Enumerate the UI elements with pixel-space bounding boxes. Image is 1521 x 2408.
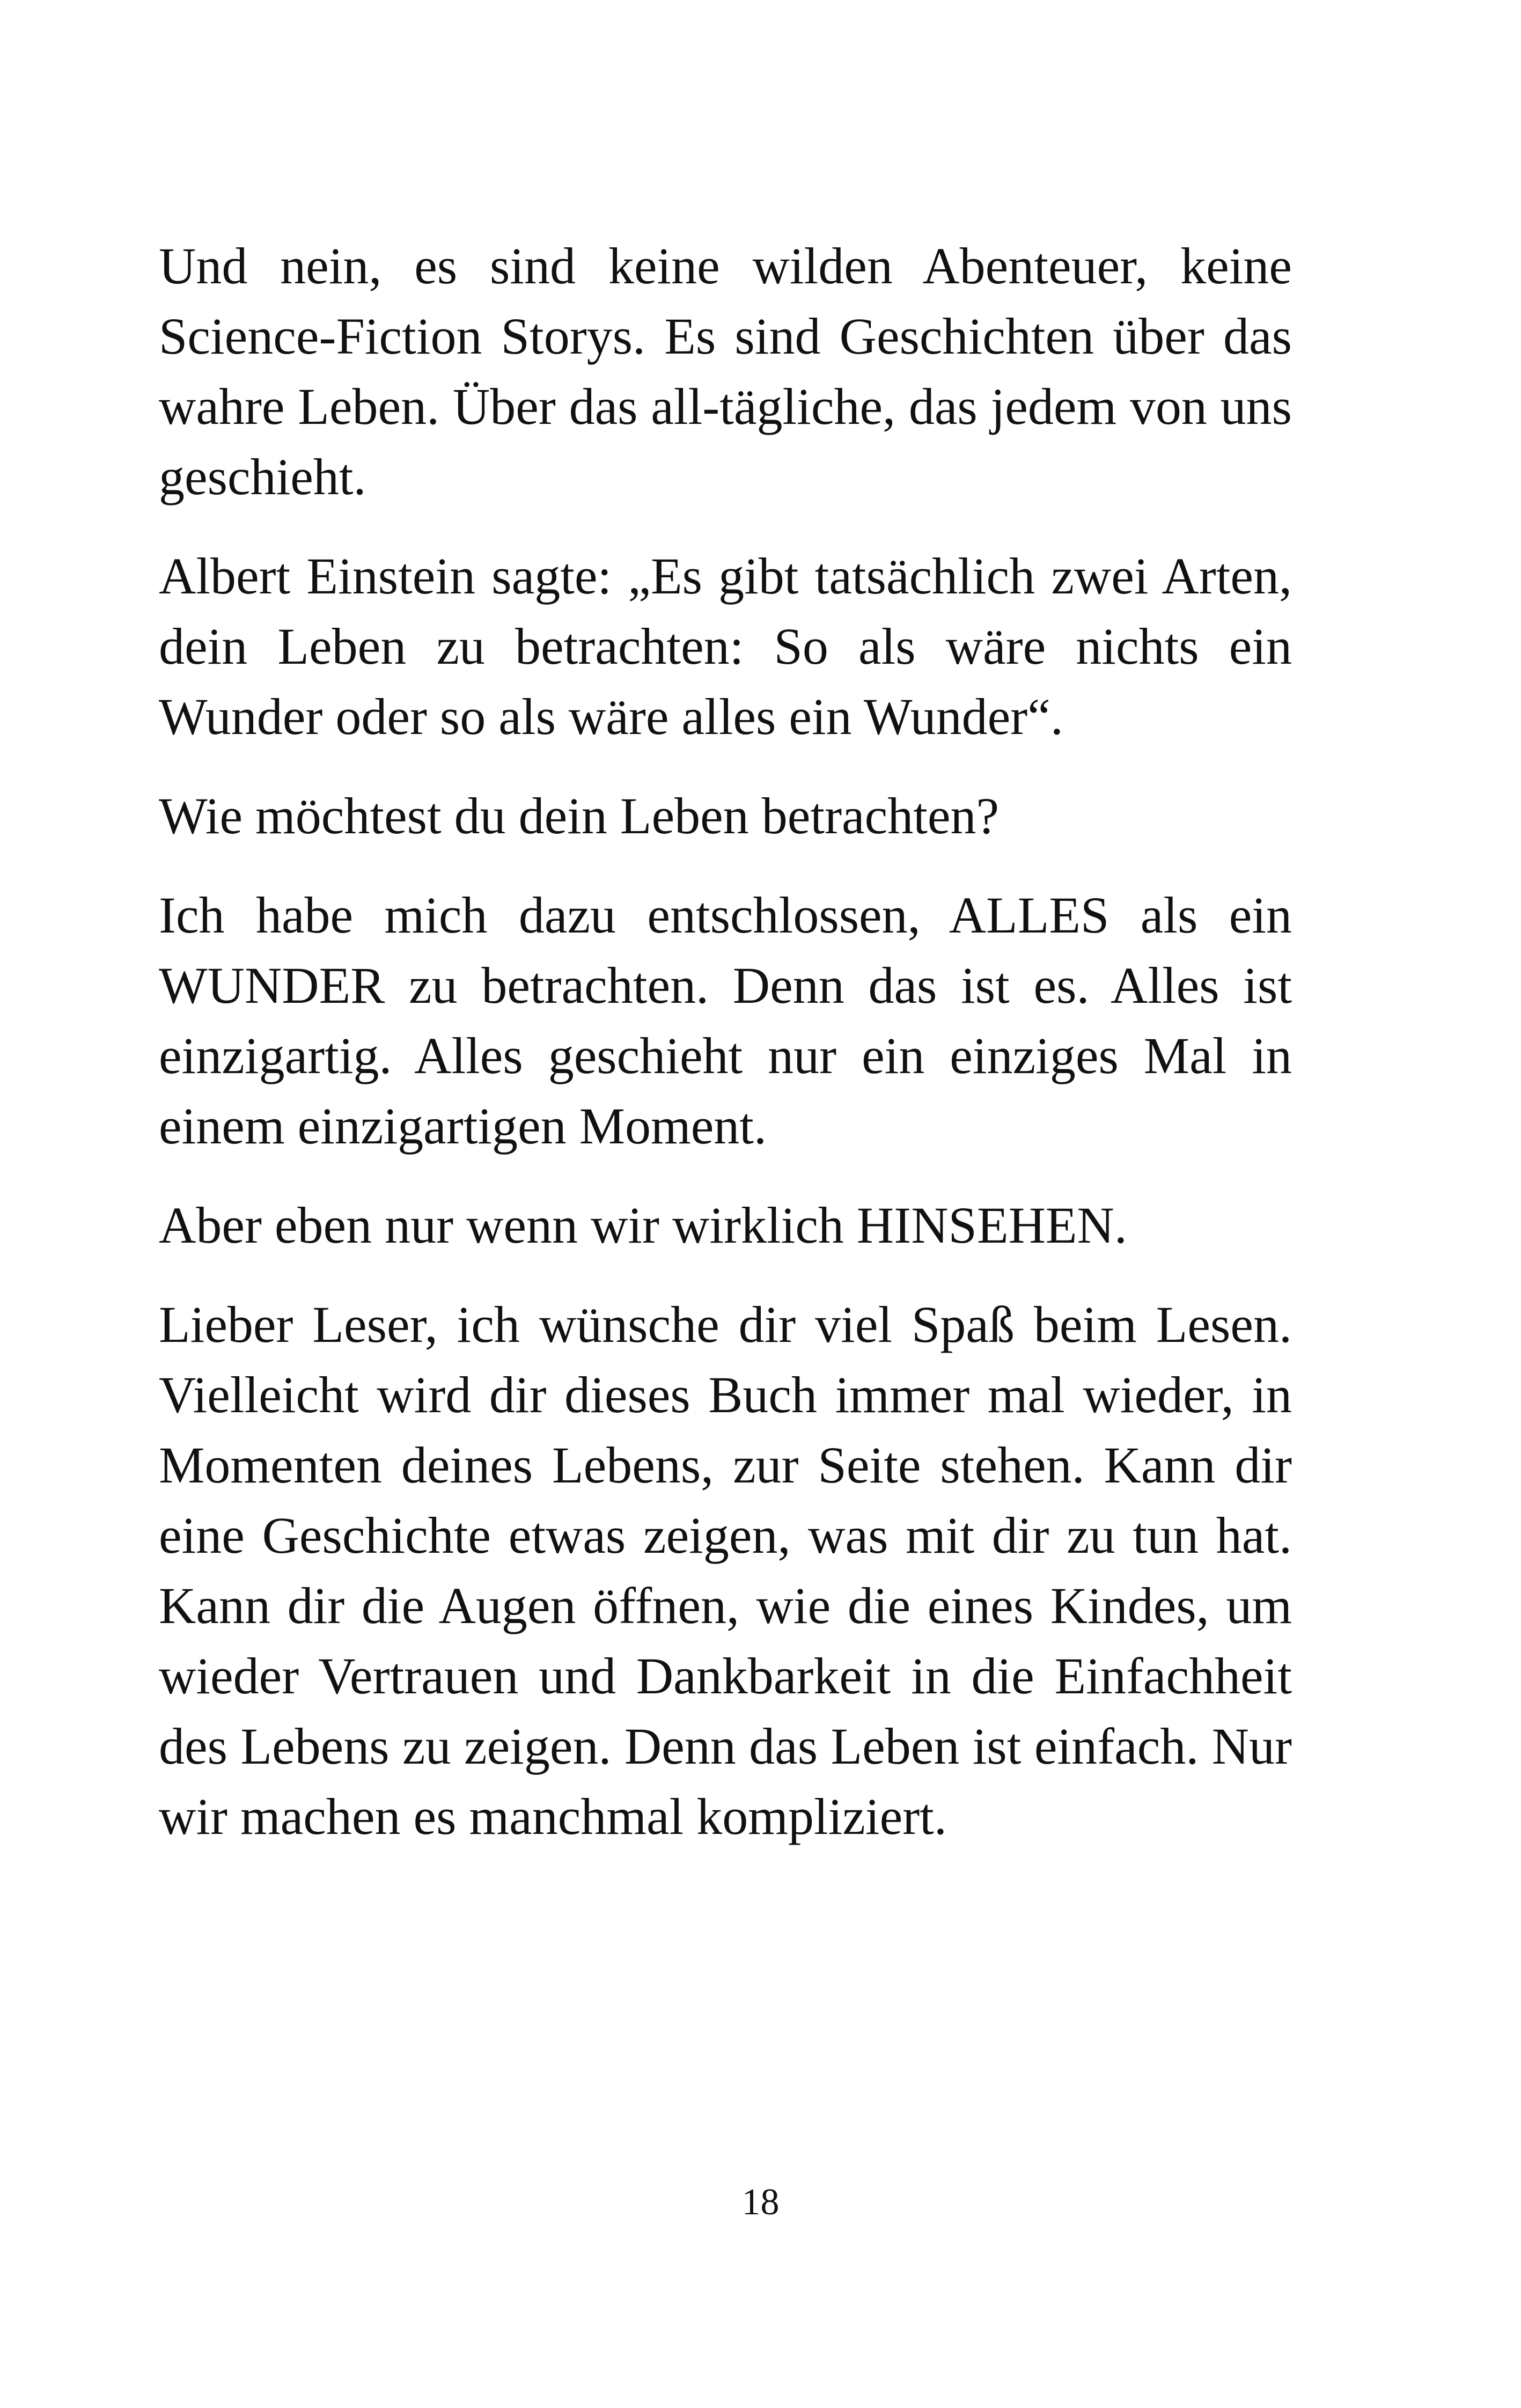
paragraph-6: Lieber Leser, ich wünsche dir viel Spaß beim Lesen. Vielleicht wird dir dieses Buch immer mal wieder, in Momenten deines Lebens, zur Seite stehen. Kann dir eine Geschichte etwas zeigen, was mit dir zu tun hat. Kann dir die Augen öffnen, wie die eines Kindes, um wieder Vertrauen und Dankbarkeit in die Einfachheit des Lebens zu zeigen. Denn das Leben ist einfach. Nur wir machen es manchmal kompliziert. (159, 1296, 1292, 1845)
paragraph-3: Wie möchtest du dein Leben betrachten? (159, 787, 1000, 845)
paragraph-4: Ich habe mich dazu entschlossen, ALLES als ein WUNDER zu betrachten. Denn das ist es. Alles ist einzigartig. Alles geschieht nur ein einziges Mal in einem einzigartigen Moment. (159, 886, 1292, 1155)
body-text (159, 231, 1292, 1881)
paragraph-5: Aber eben nur wenn wir wirklich HINSEHEN. (159, 1196, 1127, 1254)
paragraph-1: Und nein, es sind keine wilden Abenteuer, keine Science-Fiction Storys. Es sind Geschichten über das wahre Leben. Über das all-tägliche, das jedem von uns geschieht. (159, 237, 1292, 505)
paragraph-2: Albert Einstein sagte: „Es gibt tatsächlich zwei Arten, dein Leben zu betrachten: So als wäre nichts ein Wunder oder so als wäre alles ein Wunder“. (159, 547, 1292, 745)
page-number: 18 (741, 2182, 780, 2223)
